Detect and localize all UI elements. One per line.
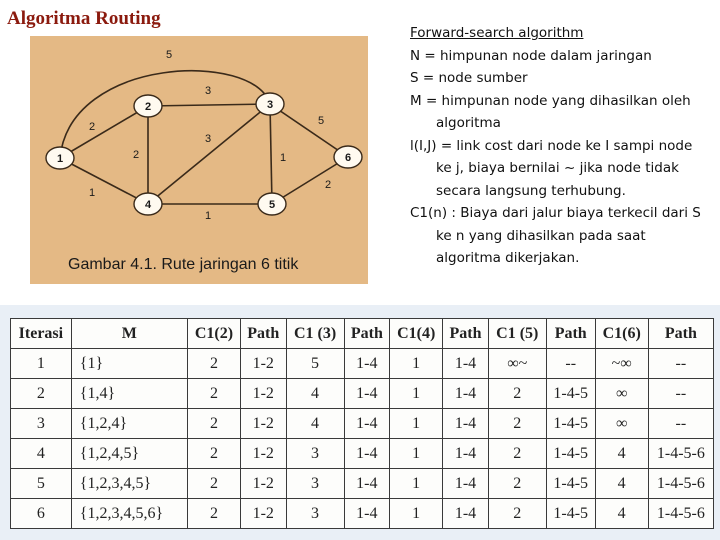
table-cell: {1,4}: [71, 379, 187, 409]
table-row: [11, 499, 714, 529]
table-cell: 1-4: [344, 499, 390, 529]
iteration-table-panel: [0, 305, 720, 540]
cost-label-4-3: 3: [204, 133, 212, 145]
header-iterasi: Iterasi: [11, 319, 72, 349]
definitions-list: [410, 22, 710, 270]
table-cell: 1: [390, 349, 443, 379]
table-cell: 2: [187, 349, 240, 379]
table-cell: 3: [286, 469, 344, 499]
table-cell: {1,2,4}: [71, 409, 187, 439]
node-1-label: 1: [56, 153, 64, 165]
table-cell: 4: [595, 439, 648, 469]
table-cell: 2: [187, 499, 240, 529]
table-header-row: [11, 319, 714, 349]
table-cell: 2: [488, 499, 546, 529]
table-cell: ∞: [595, 409, 648, 439]
header-path: Path: [546, 319, 595, 349]
table-cell: 1: [390, 499, 443, 529]
table-cell: {1,2,3,4,5}: [71, 469, 187, 499]
table-cell: 3: [286, 439, 344, 469]
table-cell: 2: [488, 439, 546, 469]
cost-label-1-3: 5: [165, 49, 173, 61]
header-path: Path: [648, 319, 713, 349]
table-cell: --: [648, 379, 713, 409]
table-cell: 1: [390, 469, 443, 499]
definition-c1: C1(n) : Biaya dari jalur biaya terkecil dari S ke n yang dihasilkan pada saat algoritma dikerjakan.: [410, 205, 701, 266]
table-row: [11, 349, 714, 379]
table-cell: 6: [11, 499, 72, 529]
header-path: Path: [344, 319, 390, 349]
node-3-label: 3: [266, 99, 274, 111]
table-cell: 4: [286, 409, 344, 439]
table-cell: {1,2,3,4,5,6}: [71, 499, 187, 529]
header-path: Path: [443, 319, 489, 349]
table-cell: 1: [390, 439, 443, 469]
table-cell: 2: [187, 439, 240, 469]
table-row: [11, 439, 714, 469]
table-cell: ∞: [595, 379, 648, 409]
table-cell: 4: [595, 499, 648, 529]
table-cell: 1-4-5-6: [648, 499, 713, 529]
table-cell: 1-4: [344, 379, 390, 409]
cost-label-1-2: 2: [88, 121, 96, 133]
table-cell: 3: [286, 499, 344, 529]
table-cell: 2: [488, 409, 546, 439]
cost-label-1-4: 1: [88, 187, 96, 199]
table-cell: 2: [488, 469, 546, 499]
node-4-label: 4: [144, 199, 152, 211]
figure-caption: Gambar 4.1. Rute jaringan 6 titik: [68, 256, 299, 273]
definition-s: S = node sumber: [410, 70, 528, 86]
edge-1-4: [60, 158, 148, 204]
header-c1-3: C1 (3): [286, 319, 344, 349]
table-cell: ∞~: [488, 349, 546, 379]
iteration-table: [10, 318, 714, 529]
header-c1-6: C1(6): [595, 319, 648, 349]
table-cell: 1-4: [443, 409, 489, 439]
table-cell: 2: [187, 379, 240, 409]
table-cell: 4: [595, 469, 648, 499]
table-cell: --: [648, 349, 713, 379]
header-path: Path: [241, 319, 287, 349]
table-row: [11, 469, 714, 499]
table-cell: 1-2: [241, 409, 287, 439]
table-cell: {1}: [71, 349, 187, 379]
table-cell: 2: [187, 469, 240, 499]
table-cell: --: [546, 349, 595, 379]
table-cell: 1-4-5: [546, 379, 595, 409]
network-graph: [30, 36, 368, 284]
table-cell: 1-2: [241, 439, 287, 469]
cost-label-5-6: 2: [324, 179, 332, 191]
edge-3-5: [270, 104, 272, 204]
table-cell: 2: [11, 379, 72, 409]
table-cell: 1-2: [241, 349, 287, 379]
edge-3-6: [270, 104, 348, 157]
node-5-label: 5: [268, 199, 276, 211]
table-cell: 1: [390, 409, 443, 439]
table-cell: 1-2: [241, 469, 287, 499]
cost-label-3-5: 1: [279, 152, 287, 164]
table-cell: {1,2,4,5}: [71, 439, 187, 469]
table-cell: 1-4-5-6: [648, 469, 713, 499]
cost-label-2-3: 3: [204, 85, 212, 97]
cost-label-3-6: 5: [317, 115, 325, 127]
table-row: [11, 409, 714, 439]
edge-1-3: [60, 71, 270, 158]
table-cell: 2: [488, 379, 546, 409]
table-cell: 1-4-5-6: [648, 439, 713, 469]
table-cell: 5: [286, 349, 344, 379]
table-cell: 4: [11, 439, 72, 469]
edge-2-3: [148, 104, 270, 106]
table-cell: 1-4-5: [546, 409, 595, 439]
header-c1-2: C1(2): [187, 319, 240, 349]
table-cell: 1-4: [344, 469, 390, 499]
table-cell: 1-4-5: [546, 499, 595, 529]
definition-link-cost: l(I,J) = link cost dari node ke I sampi node ke j, biaya bernilai ~ jika node tidak secara langsung terhubung.: [410, 137, 693, 199]
definition-n: N = himpunan node dalam jaringan: [410, 47, 652, 64]
node-2-label: 2: [144, 101, 152, 113]
table-cell: 1: [390, 379, 443, 409]
table-cell: 3: [11, 409, 72, 439]
network-figure: [30, 36, 368, 284]
cost-label-4-5: 1: [204, 210, 212, 222]
header-c1-5: C1 (5): [488, 319, 546, 349]
table-cell: 1-4: [344, 349, 390, 379]
node-6-label: 6: [344, 152, 352, 164]
table-cell: 1: [11, 349, 72, 379]
edge-4-3: [148, 104, 270, 204]
table-cell: 1-4: [443, 499, 489, 529]
table-cell: 1-4: [443, 439, 489, 469]
header-c1-4: C1(4): [390, 319, 443, 349]
table-cell: 4: [286, 379, 344, 409]
algorithm-heading: Forward-search algorithm: [410, 25, 584, 41]
table-cell: 1-2: [241, 499, 287, 529]
table-cell: 1-4: [443, 349, 489, 379]
table-cell: 1-4: [344, 409, 390, 439]
table-cell: 1-4: [443, 469, 489, 499]
table-cell: ~∞: [595, 349, 648, 379]
definition-m: M = himpunan node yang dihasilkan oleh algoritma: [410, 92, 691, 131]
header-m: M: [71, 319, 187, 349]
table-cell: 1-4-5: [546, 439, 595, 469]
slide-title: Algoritma Routing: [7, 8, 161, 29]
table-cell: 1-2: [241, 379, 287, 409]
table-cell: 5: [11, 469, 72, 499]
table-cell: 1-4: [443, 379, 489, 409]
table-cell: 1-4-5: [546, 469, 595, 499]
table-cell: --: [648, 409, 713, 439]
cost-label-2-4: 2: [132, 149, 140, 161]
table-cell: 1-4: [344, 439, 390, 469]
table-row: [11, 379, 714, 409]
table-cell: 2: [187, 409, 240, 439]
